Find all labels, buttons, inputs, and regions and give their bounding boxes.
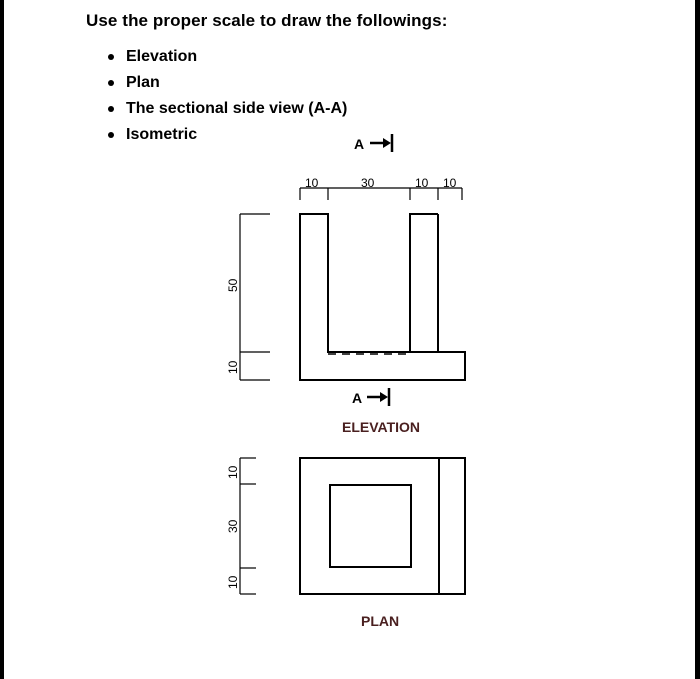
plan-left-dimensions bbox=[226, 458, 256, 594]
task-item-label: The sectional side view (A-A) bbox=[126, 100, 348, 117]
dim-label: 10 bbox=[226, 360, 240, 374]
dim-label: 10 bbox=[226, 575, 240, 589]
elevation-top-dimensions bbox=[300, 176, 462, 200]
elevation-left-dimensions bbox=[226, 214, 270, 380]
task-item-label: Plan bbox=[126, 74, 160, 91]
dim-label: 50 bbox=[226, 278, 240, 292]
task-item-label: Elevation bbox=[126, 48, 198, 65]
dim-label: 10 bbox=[443, 176, 457, 190]
elevation-outline bbox=[300, 214, 465, 380]
task-item-label: Isometric bbox=[126, 126, 198, 143]
plan-label: PLAN bbox=[361, 613, 400, 629]
dim-label: 10 bbox=[305, 176, 319, 190]
dim-label: 10 bbox=[415, 176, 429, 190]
section-arrowhead-icon bbox=[380, 392, 388, 402]
dim-label: 30 bbox=[226, 519, 240, 533]
hidden-lines bbox=[328, 218, 410, 354]
dim-label: 30 bbox=[361, 176, 375, 190]
plan-inner-square bbox=[330, 485, 411, 567]
instruction-heading: Use the proper scale to draw the followings: bbox=[86, 11, 448, 30]
plan-outline bbox=[300, 458, 465, 594]
section-letter: A bbox=[352, 390, 363, 406]
elevation-label: ELEVATION bbox=[342, 419, 421, 435]
section-marker-bottom bbox=[352, 388, 389, 406]
elevation-outline bbox=[410, 214, 438, 352]
dim-label: 10 bbox=[226, 465, 240, 479]
section-arrowhead-icon bbox=[383, 138, 391, 148]
section-marker-top bbox=[354, 134, 392, 152]
section-letter: A bbox=[354, 136, 365, 152]
